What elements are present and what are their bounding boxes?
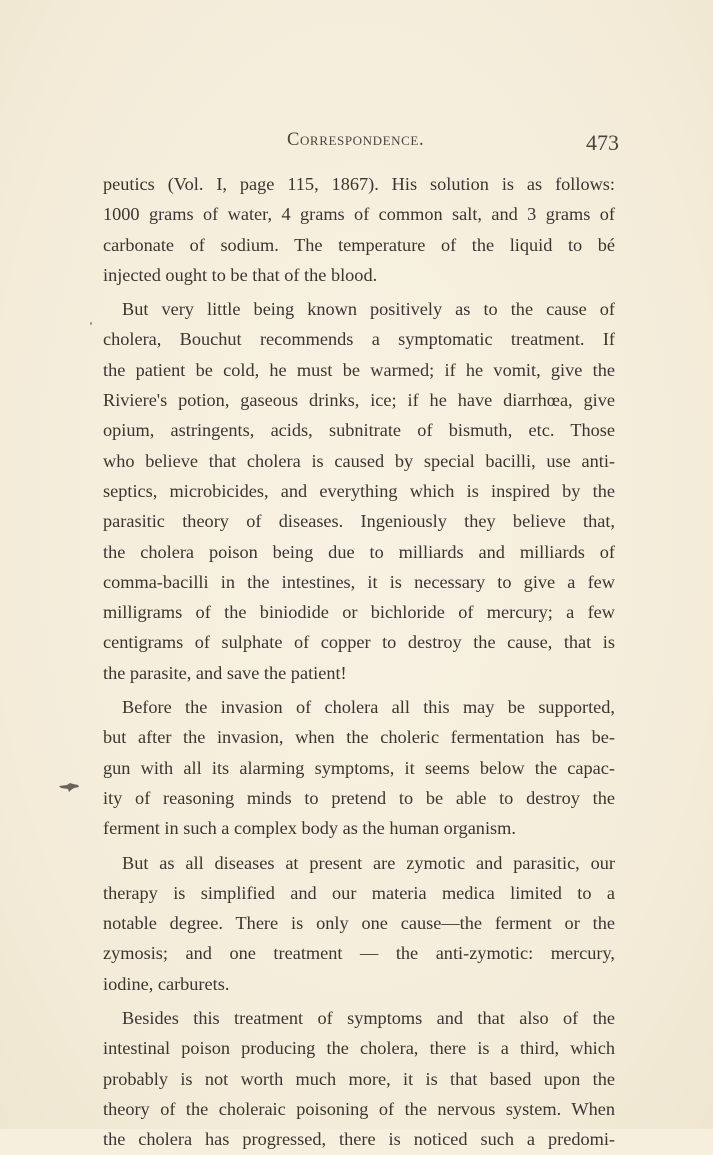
- text-line: septics, microbicides, and everything which is inspired by the: [103, 480, 615, 501]
- text-line: the cholera poison being due to milliards and milliards of: [103, 541, 615, 562]
- text-line: centigrams of sulphate of copper to destroy the cause, that is: [103, 632, 615, 653]
- text-line: Riviere's potion, gaseous drinks, ice; if he have diarrhœa, give: [103, 390, 615, 411]
- page-header: [287, 128, 619, 158]
- margin-speck: [90, 322, 92, 325]
- paragraph: [103, 848, 615, 999]
- text-line: the parasite, and save the patient!: [103, 662, 347, 683]
- text-line: Before the invasion of cholera all this may be supported,: [122, 697, 615, 718]
- paragraph: [103, 169, 615, 290]
- text-line: therapy is simplified and our materia medica limited to a: [103, 882, 615, 903]
- text-line: 1000 grams of water, 4 grams of common salt, and 3 grams of: [103, 204, 615, 225]
- text-line: cholera, Bouchut recommends a symptomatic treatment. If: [103, 329, 615, 350]
- text-line: Besides this treatment of symptoms and that also of the: [122, 1008, 615, 1029]
- text-line: zymosis; and one treatment — the anti-zymotic: mercury,: [103, 943, 615, 964]
- text-line: But very little being known positively as to the cause of: [122, 299, 615, 320]
- text-line: opium, astringents, acids, subnitrate of bismuth, etc. Those: [103, 420, 615, 441]
- text-line: comma-bacilli in the intestines, it is necessary to give a few: [103, 571, 615, 592]
- text-line: peutics (Vol. I, page 115, 1867). His solution is as follows:: [103, 174, 615, 194]
- text-line: theory of the choleraic poisoning of the nervous system. When: [103, 1098, 615, 1119]
- text-line: carbonate of sodium. The temperature of the liquid to bé: [103, 234, 615, 255]
- text-line: probably is not worth much more, it is that based upon the: [103, 1068, 615, 1089]
- text-line: who believe that cholera is caused by special bacilli, use anti-: [103, 450, 615, 471]
- paragraph: [103, 294, 615, 688]
- running-head: Correspondence.: [287, 130, 425, 150]
- text-line: notable degree. There is only one cause—the ferment or the: [103, 913, 615, 934]
- text-line: iodine, carburets.: [103, 973, 230, 994]
- text-line: But as all diseases at present are zymotic and parasitic, our: [122, 852, 615, 873]
- text-line: gun with all its alarming symptoms, it seems below the capac-: [103, 757, 615, 778]
- text-line: the patient be cold, he must be warmed; if he vomit, give the: [103, 359, 615, 380]
- page-number: 473: [586, 130, 619, 155]
- text-line: ferment in such a complex body as the human organism.: [103, 818, 516, 839]
- text-line: parasitic theory of diseases. Ingeniously they believe that,: [103, 511, 615, 532]
- text-line: the cholera has progressed, there is noticed such a predomi-: [103, 1129, 615, 1150]
- text-line: milligrams of the biniodide or bichloride of mercury; a few: [103, 602, 615, 623]
- body-text: [103, 169, 615, 1155]
- pointing-hand-mark-icon: [58, 781, 80, 793]
- paragraph: [103, 1003, 615, 1154]
- text-line: intestinal poison producing the cholera, there is a third, which: [103, 1038, 615, 1059]
- text-line: injected ought to be that of the blood.: [103, 264, 378, 285]
- paragraph: [103, 692, 615, 843]
- text-line: ity of reasoning minds to pretend to be able to destroy the: [103, 787, 615, 808]
- text-line: but after the invasion, when the choleric fermentation has be-: [103, 727, 615, 748]
